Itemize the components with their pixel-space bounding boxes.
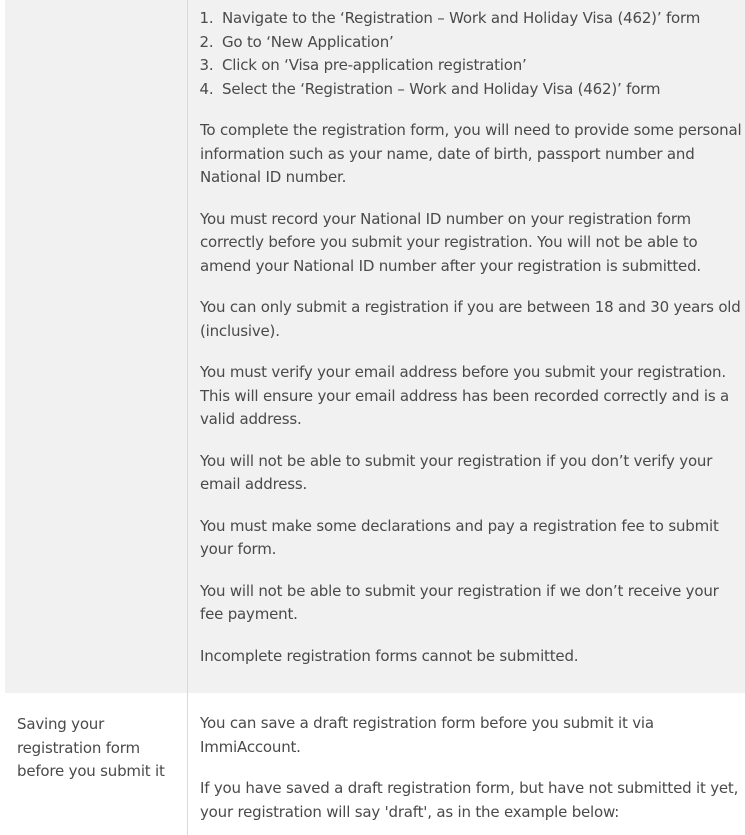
national-id-paragraph: You must record your National ID number on your registration form correctly before you submit your registration. You will not be able to amend your National ID number after your registration is submitted. (200, 209, 701, 275)
step-item: 4. Select the ‘Registration – Work and Holiday Visa (462)’ form (218, 78, 745, 102)
table-row (5, 0, 745, 693)
row-content-cell (188, 0, 745, 693)
declarations-fee-paragraph: You must make some declarations and pay a registration fee to submit your form. (200, 516, 719, 558)
steps-list (200, 7, 745, 101)
unverified-email-paragraph: You will not be able to submit your registration if you don’t verify your email address. (200, 451, 713, 493)
personal-info-paragraph: To complete the registration form, you will need to provide some personal information such as your name, date of birth, passport number and National ID number. (200, 121, 742, 186)
verify-email-paragraph: You must verify your email address before you submit your registration. This will ensure your email address has been recorded correctly and is a valid address. (200, 363, 730, 428)
incomplete-forms-paragraph: Incomplete registration forms cannot be submitted. (200, 646, 579, 665)
step-item: 2. Go to ‘New Application’ (218, 31, 745, 55)
step-item: 3. Click on ‘Visa pre-application registration’ (218, 54, 745, 78)
row-label-cell (5, 0, 188, 693)
row-content-cell (188, 693, 745, 835)
step-item: 1. Navigate to the ‘Registration – Work and Holiday Visa (462)’ form (218, 7, 745, 31)
age-requirement-paragraph: You can only submit a registration if you are between 18 and 30 years old (inclusive). (200, 298, 741, 340)
draft-status-paragraph: If you have saved a draft registration form, but have not submitted it yet, your registration will say 'draft', as in the example below: (200, 779, 739, 821)
table-row (5, 693, 745, 835)
row-heading-cell: Saving your registration form before you submit it (5, 693, 188, 835)
save-draft-paragraph: You can save a draft registration form before you submit it via ImmiAccount. (200, 714, 654, 756)
fee-payment-paragraph: You will not be able to submit your registration if we don’t receive your fee payment. (200, 581, 719, 623)
